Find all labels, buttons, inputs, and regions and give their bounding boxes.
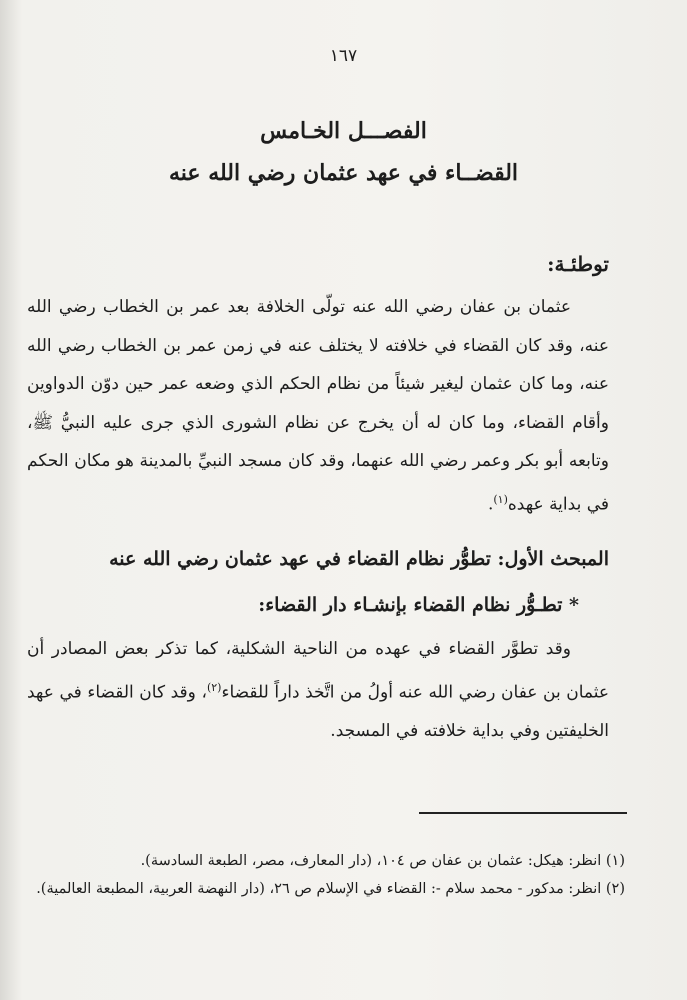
section-text-2: ، وقد كان القضاء في عهد الخليفتين وفي بداية خلافته في المسجد. xyxy=(27,682,609,741)
page-number: ١٦٧ xyxy=(329,46,358,66)
intro-paragraph xyxy=(27,288,609,524)
chapter-subtitle: القضــاء في عهد عثمان رضي الله عنه xyxy=(168,160,519,186)
intro-heading: توطئـة: xyxy=(547,252,609,276)
footnote-2: (٢) انظر: مدكور - محمد سلام -: القضاء في الإسلام ص ٢٦، (دار النهضة العربية، المطبعة العالمية). xyxy=(36,881,625,897)
intro-text: عثمان بن عفان رضي الله عنه تولّى الخلافة بعد عمر بن الخطاب رضي الله عنه، وقد كان القضاء في خلافته لا يختلف عنه في زمن عمر بن الخطاب رضي الله عنه، وما كان عثمان ليغير شيئاً من نظام الحكم الذي وضعه عمر حين دوّن الدواوين وأقام القضاء، وما كان له أن يخرج عن نظام الشورى الذي جرى عليه النبيُّ ﷺ، وتابعه أبو بكر وعمر رضي الله عنهما، وقد كان مسجد النبيِّ بالمدينة هو مكان الحكم في بداية عهده xyxy=(27,297,609,515)
footnote-1: (١) انظر: هيكل: عثمان بن عفان ص ١٠٤، (دار المعارف، مصر، الطبعة السادسة). xyxy=(140,853,625,869)
subsection-heading: * تطـوُّر نظام القضاء بإنشـاء دار القضاء: xyxy=(258,594,579,616)
footnote-ref-1: (١) xyxy=(493,492,508,506)
footnote-divider xyxy=(419,812,627,814)
section-text-1: وقد تطوَّر القضاء في عهده من الناحية الشكلية، كما تذكر بعض المصادر أن عثمان بن عفان رضي الله عنه أولُ من اتَّخذ داراً للقضاء xyxy=(27,639,609,703)
section-heading: المبحث الأول: تطوُّر نظام القضاء في عهد عثمان رضي الله عنه xyxy=(109,548,609,570)
footnote-ref-2: (٢) xyxy=(206,680,222,694)
section-paragraph xyxy=(27,630,609,750)
intro-end: . xyxy=(487,494,494,515)
chapter-title: الفصـــل الخـامس xyxy=(260,118,427,144)
footnotes xyxy=(25,848,625,904)
